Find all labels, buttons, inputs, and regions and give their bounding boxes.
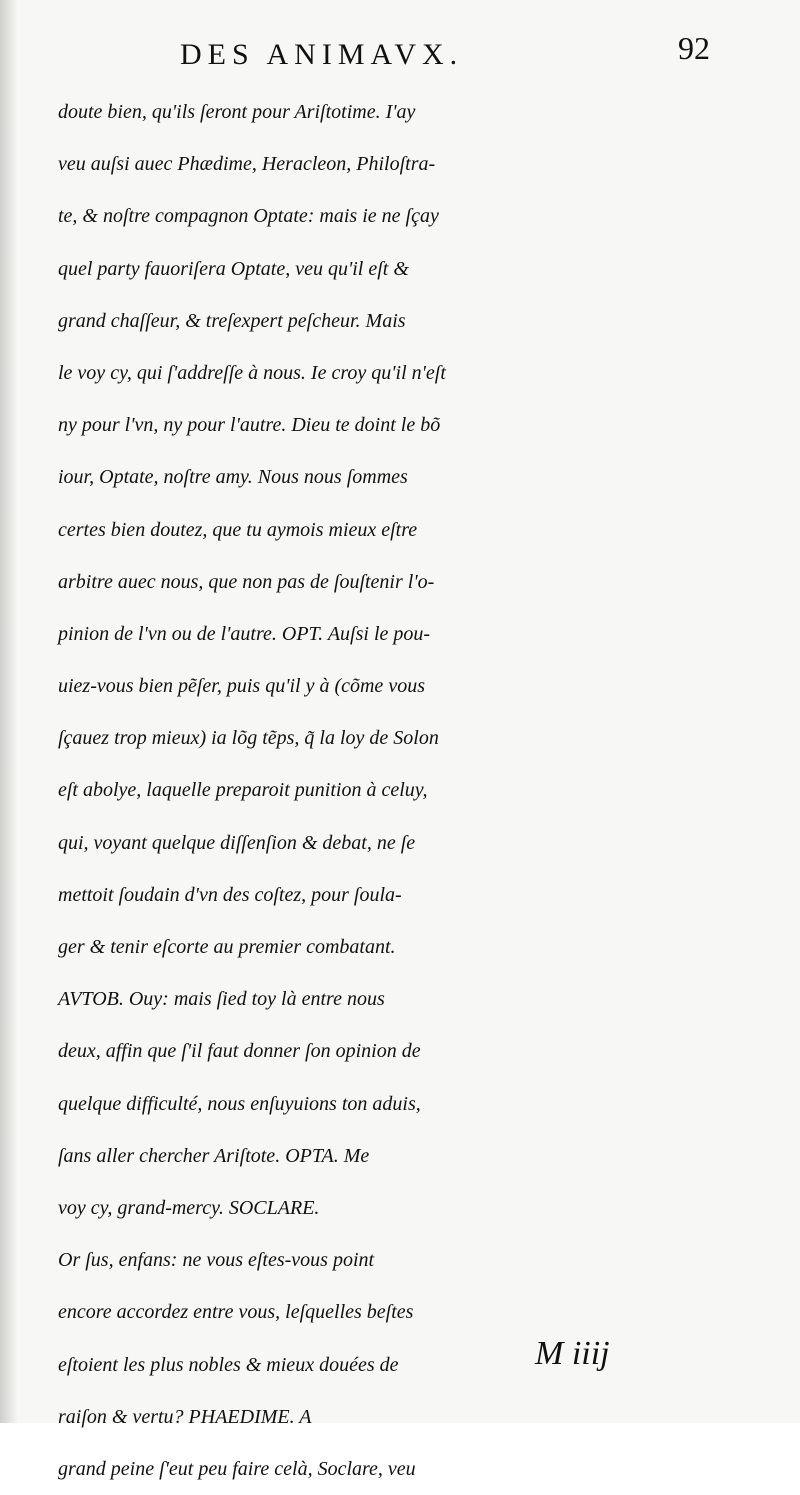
text-line: ſçauez trop mieux) ia lõg tẽps, q̃ la loy de Solon: [58, 727, 439, 750]
text-line: grand peine ſ'eut peu faire celà, Soclare, veu: [58, 1457, 416, 1480]
text-line: deux, affin que ſ'il faut donner ſon opinion de: [58, 1040, 421, 1063]
text-line: certes bien doutez, que tu aymois mieux eſtre: [58, 518, 418, 541]
text-line: pinion de l'vn ou de l'autre. OPT. Auſsi le pou-: [58, 622, 431, 645]
text-line: ſans aller chercher Ariſtote. OPTA. Me: [58, 1144, 370, 1167]
text-line: ger & tenir eſcorte au premier combatant.: [58, 936, 396, 958]
text-line: iour, Optate, noſtre amy. Nous nous ſommes: [58, 466, 408, 489]
text-line: mettoit ſoudain d'vn des coſtez, pour ſoula-: [58, 883, 402, 906]
page-number: 92: [678, 30, 710, 66]
text-line: eſt abolye, laquelle preparoit punition à celuy,: [58, 779, 428, 802]
text-line: te, & noſtre compagnon Optate: mais ie ne ſçay: [58, 205, 439, 228]
text-line: quel party fauoriſera Optate, veu qu'il eſt &: [58, 257, 409, 280]
signature-mark: M iiij: [535, 1335, 610, 1372]
text-line: le voy cy, qui ſ'addreſſe à nous. Ie croy qu'il n'eſt: [58, 361, 446, 384]
text-line: raiſon & vertu? PHAEDIME. A: [58, 1405, 312, 1428]
text-line: voy cy, grand-mercy. SOCLARE.: [58, 1196, 320, 1219]
text-line: grand chaſſeur, & treſexpert peſcheur. Mais: [58, 309, 406, 332]
running-head: DES ANIMAVX.: [180, 38, 464, 71]
text-line: Or ſus, enfans: ne vous eſtes-vous point: [58, 1249, 375, 1272]
body-text: [58, 86, 758, 1495]
text-line: eſtoient les plus nobles & mieux douées de: [58, 1353, 399, 1376]
text-line: ny pour l'vn, ny pour l'autre. Dieu te doint le bõ: [58, 414, 441, 437]
text-line: AVTOB. Ouy: mais ſied toy là entre nous: [58, 988, 385, 1011]
text-line: arbitre auec nous, que non pas de ſouſtenir l'o-: [58, 570, 435, 593]
text-line: uiez-vous bien pẽſer, puis qu'il y à (cõme vous: [58, 675, 425, 698]
page-header: [180, 30, 740, 78]
text-line: doute bien, qu'ils ſeront pour Ariſtotime. I'ay: [58, 101, 416, 123]
text-line: veu auſsi auec Phædime, Heracleon, Philoſtra-: [58, 153, 436, 176]
text-line: encore accordez entre vous, leſquelles beſtes: [58, 1301, 414, 1324]
text-line: quelque difficulté, nous enſuyuions ton aduis,: [58, 1092, 421, 1115]
text-line: qui, voyant quelque diſſenſion & debat, ne ſe: [58, 831, 416, 854]
